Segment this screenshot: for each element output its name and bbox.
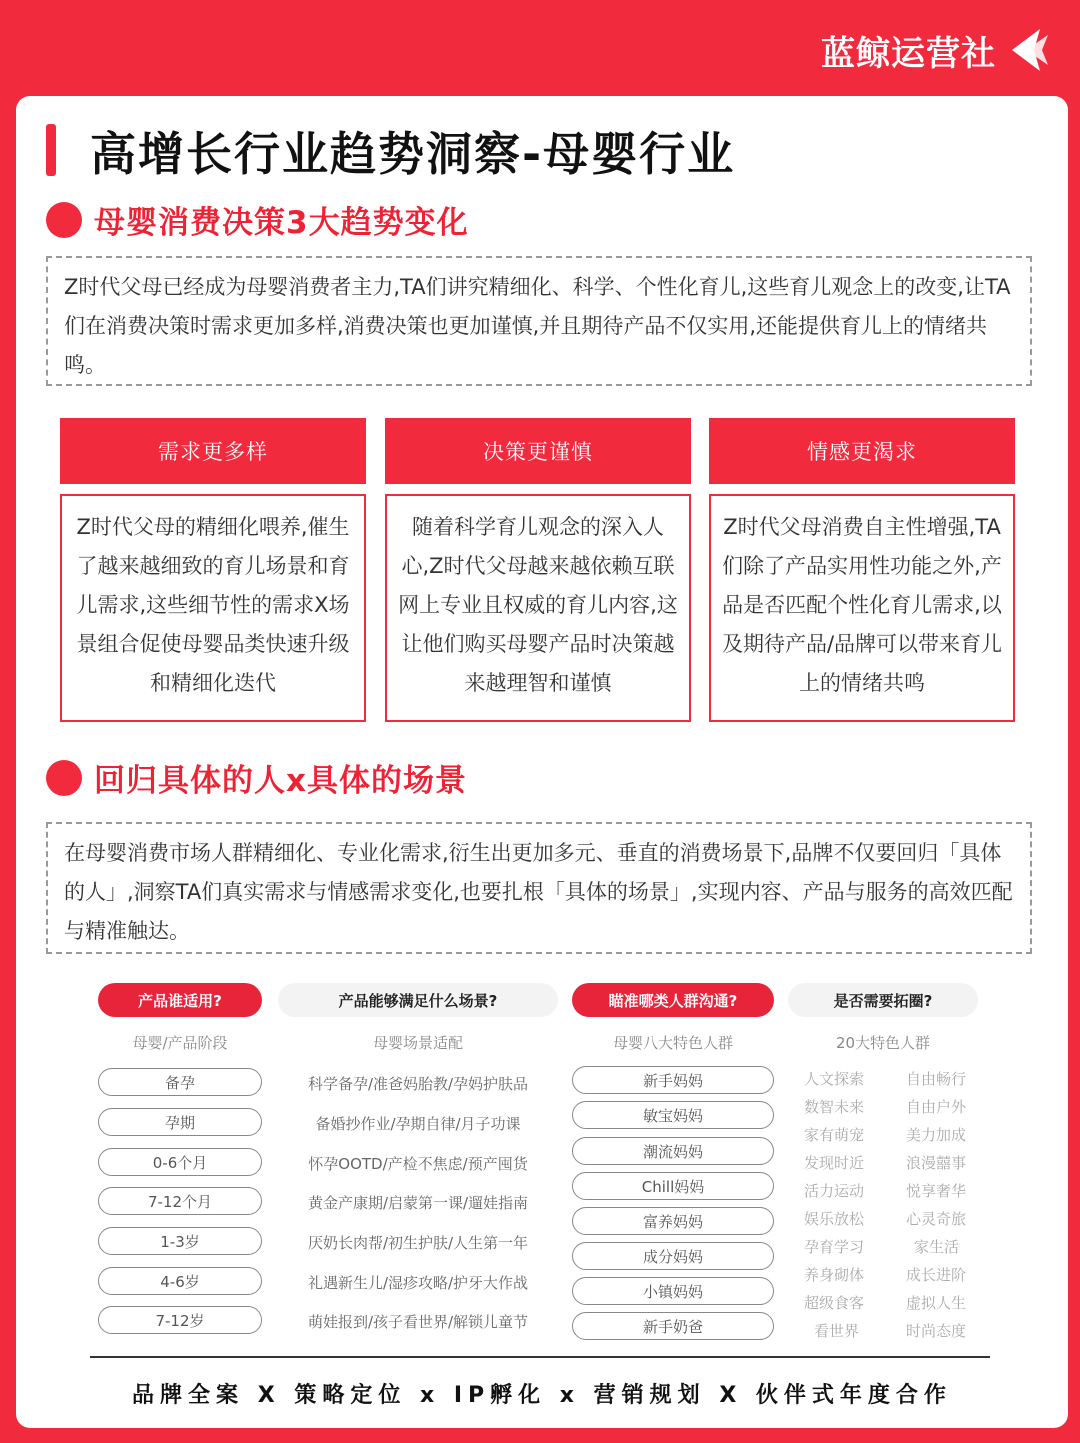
column-body-emotional (709, 494, 1015, 722)
scene-item: 礼遇新生儿/湿疹攻略/护牙大作战 (307, 1274, 529, 1292)
circle-item: 美力加成 (906, 1126, 967, 1144)
circle-item: 自由畅行 (906, 1070, 967, 1088)
scene-item: 科学备孕/准爸妈胎教/孕妈护肤品 (307, 1075, 529, 1093)
q4-sublabel: 20大特色人群 (835, 1034, 931, 1052)
stage-tag: 7-12岁 (98, 1306, 262, 1334)
scene-item: 备婚抄作业/孕期自律/月子功课 (315, 1115, 521, 1133)
section1-intro (46, 256, 1032, 386)
persona-tag: 新手妈妈 (572, 1066, 774, 1094)
page-title: 高增长行业趋势洞察-母婴行业 (90, 127, 736, 181)
section1-intro-text: Z时代父母已经成为母婴消费者主力,TA们讲究精细化、科学、个性化育儿,这些育儿观念上的改变,让TA们在消费决策时需求更加多样,消费决策也更加谨慎,并且期待产品不仅实用,还能提供育儿上的情绪共鸣。 (64, 275, 1011, 377)
circle-item: 人文探索 (804, 1070, 865, 1088)
scene-item: 怀孕OOTD/产检不焦虑/预产囤货 (308, 1155, 528, 1173)
q2-sublabel: 母婴场景适配 (372, 1034, 463, 1052)
title-accent-bar (46, 124, 56, 176)
persona-tag: 小镇妈妈 (572, 1277, 774, 1305)
persona-tag: 敏宝妈妈 (572, 1101, 774, 1129)
q4-header: 是否需要拓圈? (788, 983, 978, 1017)
footer-divider (90, 1356, 990, 1358)
section1-heading: 母婴消费决策3大趋势变化 (94, 205, 469, 241)
q3-header: 瞄准哪类人群沟通? (572, 983, 774, 1017)
footer-services: 品牌全案 X 策略定位 x IP孵化 x 营销规划 X 伙伴式年度合作 (132, 1383, 952, 1408)
section2-heading: 回归具体的人x具体的场景 (94, 763, 467, 799)
q1-header: 产品谁适用? (98, 983, 262, 1017)
circle-item: 心灵奇旅 (906, 1210, 967, 1228)
scene-item: 厌奶长肉帮/初生护肤/人生第一年 (307, 1234, 529, 1252)
persona-tag: 潮流妈妈 (572, 1137, 774, 1165)
circle-item: 看世界 (814, 1322, 860, 1340)
brand-header (821, 22, 1050, 78)
content-card (16, 96, 1068, 1428)
brand-name: 蓝鲸运营社 (821, 33, 996, 74)
column-body-diverse (60, 494, 366, 722)
column-body-diverse-text: Z时代父母的精细化喂养,催生了越来越细致的育儿场景和育儿需求,这些细节性的需求X场景组合促使母婴品类快速升级和精细化迭代 (76, 515, 350, 695)
persona-tag: 成分妈妈 (572, 1242, 774, 1270)
column-head-emotional: 情感更渴求 (709, 418, 1015, 484)
column-head-cautious: 决策更谨慎 (385, 418, 691, 484)
circle-item: 成长进阶 (906, 1266, 967, 1284)
q1-sublabel: 母婴/产品阶段 (132, 1034, 228, 1052)
q2-header: 产品能够满足什么场景? (278, 983, 558, 1017)
circle-item: 自由户外 (906, 1098, 967, 1116)
scene-item: 黄金产康期/启蒙第一课/遛娃指南 (307, 1194, 529, 1212)
column-body-emotional-text: Z时代父母消费自主性增强,TA们除了产品实用性功能之外,产品是否匹配个性化育儿需求,以及期待产品/品牌可以带来育儿上的情绪共鸣 (721, 515, 1003, 695)
circle-item: 家生活 (914, 1238, 960, 1256)
circle-item: 虚拟人生 (906, 1294, 967, 1312)
persona-tag: 富养妈妈 (572, 1207, 774, 1235)
section2-bullet-icon (46, 760, 82, 796)
q3-sublabel: 母婴八大特色人群 (612, 1034, 733, 1052)
circle-item: 数智未来 (804, 1098, 865, 1116)
circle-item: 孕育学习 (804, 1238, 865, 1256)
column-body-cautious (385, 494, 691, 722)
circle-item: 悦享奢华 (906, 1182, 967, 1200)
stage-tag: 备孕 (98, 1068, 262, 1096)
persona-tag: 新手奶爸 (572, 1312, 774, 1340)
column-head-diverse: 需求更多样 (60, 418, 366, 484)
stage-tag: 4-6岁 (98, 1267, 262, 1295)
circle-item: 活力运动 (804, 1182, 865, 1200)
stage-tag: 0-6个月 (98, 1148, 262, 1176)
stage-tag: 1-3岁 (98, 1227, 262, 1255)
circle-item: 浪漫囍事 (906, 1154, 967, 1172)
persona-tag: Chill妈妈 (572, 1172, 774, 1200)
section2-intro-text: 在母婴消费市场人群精细化、专业化需求,衍生出更加多元、垂直的消费场景下,品牌不仅要回归「具体的人」,洞察TA们真实需求与情感需求变化,也要扎根「具体的场景」,实现内容、产品与服务的高效匹配与精准触达。 (64, 841, 1013, 943)
circle-item: 家有萌宠 (804, 1126, 865, 1144)
stage-tag: 7-12个月 (98, 1187, 262, 1215)
circle-item: 娱乐放松 (804, 1210, 865, 1228)
section2-intro (46, 822, 1032, 954)
circle-item: 发现时近 (804, 1154, 865, 1172)
stage-tag: 孕期 (98, 1108, 262, 1136)
brand-logo-icon (1004, 25, 1050, 75)
circle-item: 超级食客 (804, 1294, 865, 1312)
section1-bullet-icon (46, 202, 82, 238)
column-body-cautious-text: 随着科学育儿观念的深入人心,Z时代父母越来越依赖互联网上专业且权威的育儿内容,这让他们购买母婴产品时决策越来越理智和谨慎 (398, 515, 678, 695)
circle-item: 时尚态度 (906, 1322, 967, 1340)
circle-item: 养身砌体 (804, 1266, 865, 1284)
scene-item: 萌娃报到/孩子看世界/解锁儿童节 (307, 1313, 529, 1331)
